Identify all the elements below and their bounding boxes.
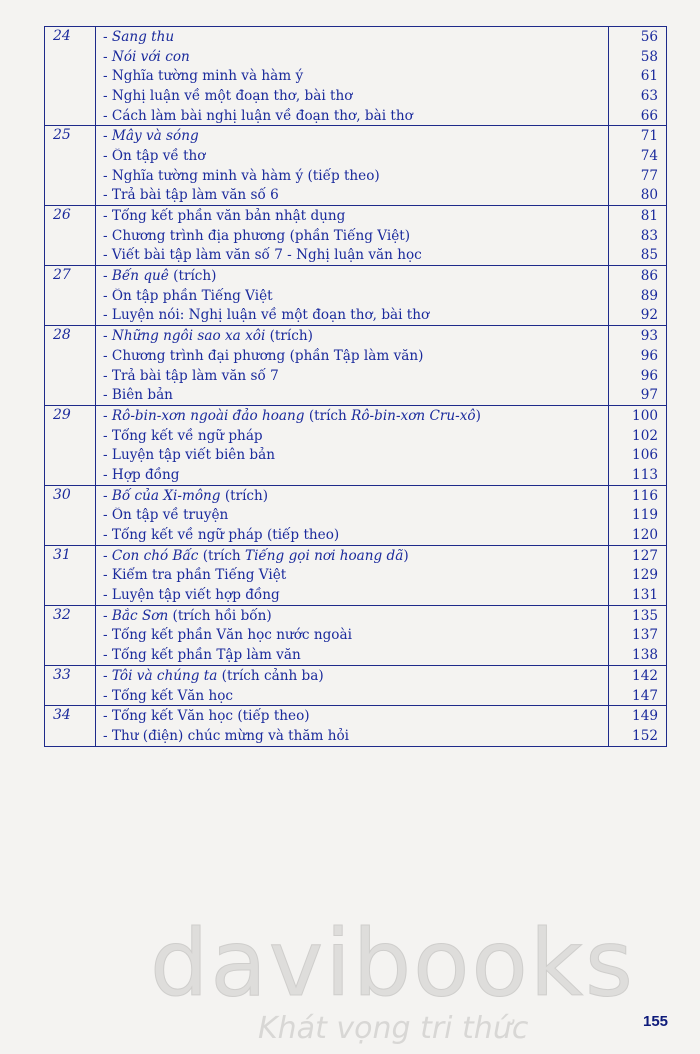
lesson-row bbox=[96, 686, 666, 706]
lesson-title-text: - Nghĩa tường minh và hàm ý bbox=[103, 68, 304, 85]
lesson-page-number: 66 bbox=[608, 106, 666, 126]
lesson-page-number: 138 bbox=[608, 645, 666, 665]
lesson-title bbox=[96, 88, 608, 104]
lesson-row bbox=[96, 445, 666, 465]
lesson-title-text: ) bbox=[403, 547, 409, 564]
lesson-title-text: - Tổng kết về ngữ pháp bbox=[103, 427, 263, 444]
lesson-page-number: 71 bbox=[608, 126, 666, 146]
week-block bbox=[45, 205, 666, 265]
lesson-page-number: 135 bbox=[608, 606, 666, 626]
lesson-page-number: 58 bbox=[608, 47, 666, 67]
lesson-list bbox=[96, 27, 666, 125]
lesson-title-text: - Luyện tập viết hợp đồng bbox=[103, 587, 280, 604]
lesson-title-text: (trích bbox=[198, 547, 246, 564]
lesson-row bbox=[96, 146, 666, 166]
lesson-title-text: ) bbox=[475, 407, 481, 424]
lesson-title bbox=[96, 467, 608, 483]
lesson-title-text: (trích cảnh ba) bbox=[217, 667, 324, 684]
lesson-title bbox=[96, 68, 608, 84]
lesson-page-number: 61 bbox=[608, 66, 666, 86]
lesson-title bbox=[96, 307, 608, 323]
week-number: 34 bbox=[45, 706, 96, 745]
lesson-title bbox=[96, 567, 608, 583]
lesson-title-text: - Viết bài tập làm văn số 7 - Nghị luận văn học bbox=[103, 247, 422, 264]
lesson-title-text: - Tổng kết về ngữ pháp (tiếp theo) bbox=[103, 527, 340, 544]
lesson-list bbox=[96, 266, 666, 325]
lesson-title bbox=[96, 668, 608, 684]
lesson-title-text: - Luyện tập viết biên bản bbox=[103, 447, 275, 464]
lesson-title bbox=[96, 247, 608, 263]
lesson-page-number: 127 bbox=[608, 546, 666, 566]
week-block bbox=[45, 665, 666, 705]
week-block bbox=[45, 605, 666, 665]
lesson-row bbox=[96, 726, 666, 746]
lesson-row bbox=[96, 406, 666, 426]
lesson-title bbox=[96, 108, 608, 124]
lesson-page-number: 74 bbox=[608, 146, 666, 166]
lesson-title bbox=[96, 507, 608, 523]
lesson-row bbox=[96, 47, 666, 67]
lesson-page-number: 80 bbox=[608, 186, 666, 206]
lesson-title-text: - bbox=[103, 667, 112, 684]
lesson-title-text: - bbox=[103, 268, 112, 285]
week-number: 27 bbox=[45, 266, 96, 325]
lesson-title-text: - bbox=[103, 407, 112, 424]
lesson-title-text: - bbox=[103, 487, 112, 504]
lesson-page-number: 92 bbox=[608, 306, 666, 326]
lesson-title-text: - Trả bài tập làm văn số 7 bbox=[103, 367, 279, 384]
week-number: 25 bbox=[45, 126, 96, 205]
lesson-page-number: 147 bbox=[608, 686, 666, 706]
week-block bbox=[45, 485, 666, 545]
lesson-title bbox=[96, 208, 608, 224]
lesson-row bbox=[96, 606, 666, 626]
lesson-title-text: - Trả bài tập làm văn số 6 bbox=[103, 187, 279, 204]
lesson-title bbox=[96, 647, 608, 663]
week-number: 26 bbox=[45, 206, 96, 265]
lesson-title bbox=[96, 527, 608, 543]
week-block bbox=[45, 325, 666, 405]
lesson-title-text: - Luyện nói: Nghị luận về một đoạn thơ, bài thơ bbox=[103, 307, 430, 324]
week-block bbox=[45, 705, 666, 745]
lesson-list bbox=[96, 666, 666, 705]
lesson-row bbox=[96, 706, 666, 726]
lesson-row bbox=[96, 506, 666, 526]
lesson-page-number: 131 bbox=[608, 585, 666, 605]
lesson-title-text: - Chương trình đại phương (phần Tập làm văn) bbox=[103, 347, 424, 364]
lesson-page-number: 96 bbox=[608, 366, 666, 386]
lesson-page-number: 85 bbox=[608, 246, 666, 266]
week-number: 33 bbox=[45, 666, 96, 705]
lesson-title-text: - bbox=[103, 607, 112, 624]
lesson-title bbox=[96, 728, 608, 744]
lesson-page-number: 96 bbox=[608, 346, 666, 366]
lesson-row bbox=[96, 106, 666, 126]
lesson-title-text: - Ôn tập về thơ bbox=[103, 147, 206, 164]
lesson-row bbox=[96, 186, 666, 206]
lesson-title-italic: Nói với con bbox=[111, 48, 190, 65]
lesson-title-text: - Tổng kết Văn học bbox=[103, 687, 234, 704]
lesson-row bbox=[96, 486, 666, 506]
lesson-title bbox=[96, 328, 608, 344]
lesson-title-italic: Bố của Xi-mông bbox=[111, 487, 221, 504]
lesson-title-italic: Tiếng gọi nơi hoang dã bbox=[245, 547, 404, 564]
lesson-title-text: - Tổng kết phần Văn học nước ngoài bbox=[103, 627, 352, 644]
lesson-title-text: (trích) bbox=[168, 268, 217, 285]
lesson-title bbox=[96, 128, 608, 144]
lesson-row bbox=[96, 266, 666, 286]
lesson-title-italic: Rô-bin-xơn Cru-xô bbox=[351, 407, 476, 424]
lesson-row bbox=[96, 426, 666, 446]
lesson-title-text: - Ôn tập phần Tiếng Việt bbox=[103, 287, 273, 304]
lesson-title-text: (trích bbox=[304, 407, 352, 424]
lesson-title bbox=[96, 228, 608, 244]
lesson-title-text: - Nghị luận về một đoạn thơ, bài thơ bbox=[103, 87, 353, 104]
lesson-list bbox=[96, 546, 666, 605]
table-of-contents bbox=[44, 26, 667, 747]
lesson-row bbox=[96, 86, 666, 106]
week-number: 31 bbox=[45, 546, 96, 605]
lesson-title-italic: Những ngôi sao xa xôi bbox=[111, 328, 266, 345]
lesson-page-number: 149 bbox=[608, 706, 666, 726]
lesson-title-text: - bbox=[103, 328, 112, 345]
lesson-list bbox=[96, 206, 666, 265]
lesson-title-text: - bbox=[103, 48, 112, 65]
week-block bbox=[45, 545, 666, 605]
lesson-title-italic: Mây và sóng bbox=[111, 128, 199, 145]
lesson-list bbox=[96, 126, 666, 205]
lesson-page-number: 63 bbox=[608, 86, 666, 106]
lesson-title bbox=[96, 49, 608, 65]
lesson-row bbox=[96, 666, 666, 686]
lesson-title-text: - bbox=[103, 547, 112, 564]
week-number: 29 bbox=[45, 406, 96, 485]
lesson-title bbox=[96, 368, 608, 384]
lesson-page-number: 142 bbox=[608, 666, 666, 686]
lesson-page-number: 137 bbox=[608, 626, 666, 646]
lesson-title bbox=[96, 447, 608, 463]
lesson-title bbox=[96, 688, 608, 704]
lesson-row bbox=[96, 346, 666, 366]
lesson-list bbox=[96, 406, 666, 485]
lesson-title-italic: Tôi và chúng ta bbox=[111, 667, 218, 684]
watermark-brand: davibooks bbox=[150, 910, 635, 1017]
lesson-row bbox=[96, 206, 666, 226]
lesson-page-number: 86 bbox=[608, 266, 666, 286]
lesson-list bbox=[96, 486, 666, 545]
lesson-title bbox=[96, 387, 608, 403]
lesson-list bbox=[96, 706, 666, 745]
lesson-page-number: 97 bbox=[608, 385, 666, 405]
lesson-row bbox=[96, 126, 666, 146]
lesson-page-number: 129 bbox=[608, 566, 666, 586]
lesson-page-number: 81 bbox=[608, 206, 666, 226]
lesson-row bbox=[96, 585, 666, 605]
lesson-title-text: - Nghĩa tường minh và hàm ý (tiếp theo) bbox=[103, 167, 380, 184]
lesson-page-number: 102 bbox=[608, 426, 666, 446]
lesson-title bbox=[96, 29, 608, 45]
lesson-title bbox=[96, 627, 608, 643]
lesson-title-text: (trích hồi bốn) bbox=[168, 607, 272, 624]
lesson-title bbox=[96, 587, 608, 603]
week-number: 24 bbox=[45, 27, 96, 125]
lesson-title-italic: Bắc Sơn bbox=[111, 607, 169, 624]
lesson-page-number: 77 bbox=[608, 166, 666, 186]
lesson-page-number: 116 bbox=[608, 486, 666, 506]
lesson-title-text: (trích) bbox=[265, 328, 313, 345]
lesson-title-text: - Tổng kết Văn học (tiếp theo) bbox=[103, 708, 310, 725]
lesson-page-number: 83 bbox=[608, 226, 666, 246]
lesson-page-number: 106 bbox=[608, 445, 666, 465]
lesson-title bbox=[96, 348, 608, 364]
week-number: 28 bbox=[45, 326, 96, 405]
lesson-title-text: - bbox=[103, 28, 112, 45]
lesson-title-text: - Tổng kết phần Tập làm văn bbox=[103, 647, 301, 664]
lesson-title bbox=[96, 408, 608, 424]
page-number: 155 bbox=[643, 1013, 669, 1030]
lesson-page-number: 89 bbox=[608, 286, 666, 306]
lesson-title-text: - Thư (điện) chúc mừng và thăm hỏi bbox=[103, 727, 349, 744]
lesson-row bbox=[96, 645, 666, 665]
lesson-title bbox=[96, 187, 608, 203]
lesson-title-italic: Bến quê bbox=[111, 268, 169, 285]
lesson-title bbox=[96, 548, 608, 564]
week-number: 32 bbox=[45, 606, 96, 665]
lesson-page-number: 56 bbox=[608, 27, 666, 47]
lesson-row bbox=[96, 66, 666, 86]
week-block bbox=[45, 27, 666, 125]
lesson-row bbox=[96, 166, 666, 186]
lesson-title bbox=[96, 148, 608, 164]
lesson-title-text: - bbox=[103, 128, 112, 145]
lesson-row bbox=[96, 226, 666, 246]
lesson-row bbox=[96, 525, 666, 545]
week-number: 30 bbox=[45, 486, 96, 545]
lesson-title-italic: Rô-bin-xơn ngoài đảo hoang bbox=[111, 407, 305, 424]
lesson-title-text: - Hợp đồng bbox=[103, 466, 180, 483]
lesson-row bbox=[96, 546, 666, 566]
lesson-title-italic: Con chó Bấc bbox=[111, 547, 199, 564]
lesson-title-italic: Sang thu bbox=[111, 28, 175, 45]
lesson-row bbox=[96, 385, 666, 405]
lesson-title bbox=[96, 288, 608, 304]
lesson-title-text: - Cách làm bài nghị luận về đoạn thơ, bài thơ bbox=[103, 107, 413, 124]
lesson-row bbox=[96, 626, 666, 646]
lesson-row bbox=[96, 27, 666, 47]
lesson-row bbox=[96, 566, 666, 586]
week-block bbox=[45, 125, 666, 205]
lesson-page-number: 93 bbox=[608, 326, 666, 346]
lesson-title-text: - Kiểm tra phần Tiếng Việt bbox=[103, 567, 287, 584]
lesson-list bbox=[96, 606, 666, 665]
lesson-title bbox=[96, 708, 608, 724]
lesson-title-text: - Chương trình địa phương (phần Tiếng Việt) bbox=[103, 227, 411, 244]
lesson-page-number: 100 bbox=[608, 406, 666, 426]
lesson-list bbox=[96, 326, 666, 405]
lesson-title-text: (trích) bbox=[220, 487, 269, 504]
lesson-row bbox=[96, 366, 666, 386]
lesson-title-text: - Ôn tập về truyện bbox=[103, 507, 229, 524]
watermark-slogan: Khát vọng tri thức bbox=[258, 1011, 529, 1046]
lesson-page-number: 119 bbox=[608, 506, 666, 526]
lesson-title bbox=[96, 608, 608, 624]
lesson-title-text: - Tổng kết phần văn bản nhật dụng bbox=[103, 208, 346, 225]
lesson-page-number: 120 bbox=[608, 525, 666, 545]
week-block bbox=[45, 405, 666, 485]
lesson-page-number: 152 bbox=[608, 726, 666, 746]
lesson-row bbox=[96, 286, 666, 306]
lesson-row bbox=[96, 465, 666, 485]
lesson-title bbox=[96, 428, 608, 444]
lesson-page-number: 113 bbox=[608, 465, 666, 485]
week-block bbox=[45, 265, 666, 325]
lesson-row bbox=[96, 246, 666, 266]
lesson-row bbox=[96, 306, 666, 326]
lesson-row bbox=[96, 326, 666, 346]
lesson-title bbox=[96, 168, 608, 184]
lesson-title bbox=[96, 268, 608, 284]
lesson-title-text: - Biên bản bbox=[103, 387, 173, 404]
lesson-title bbox=[96, 488, 608, 504]
